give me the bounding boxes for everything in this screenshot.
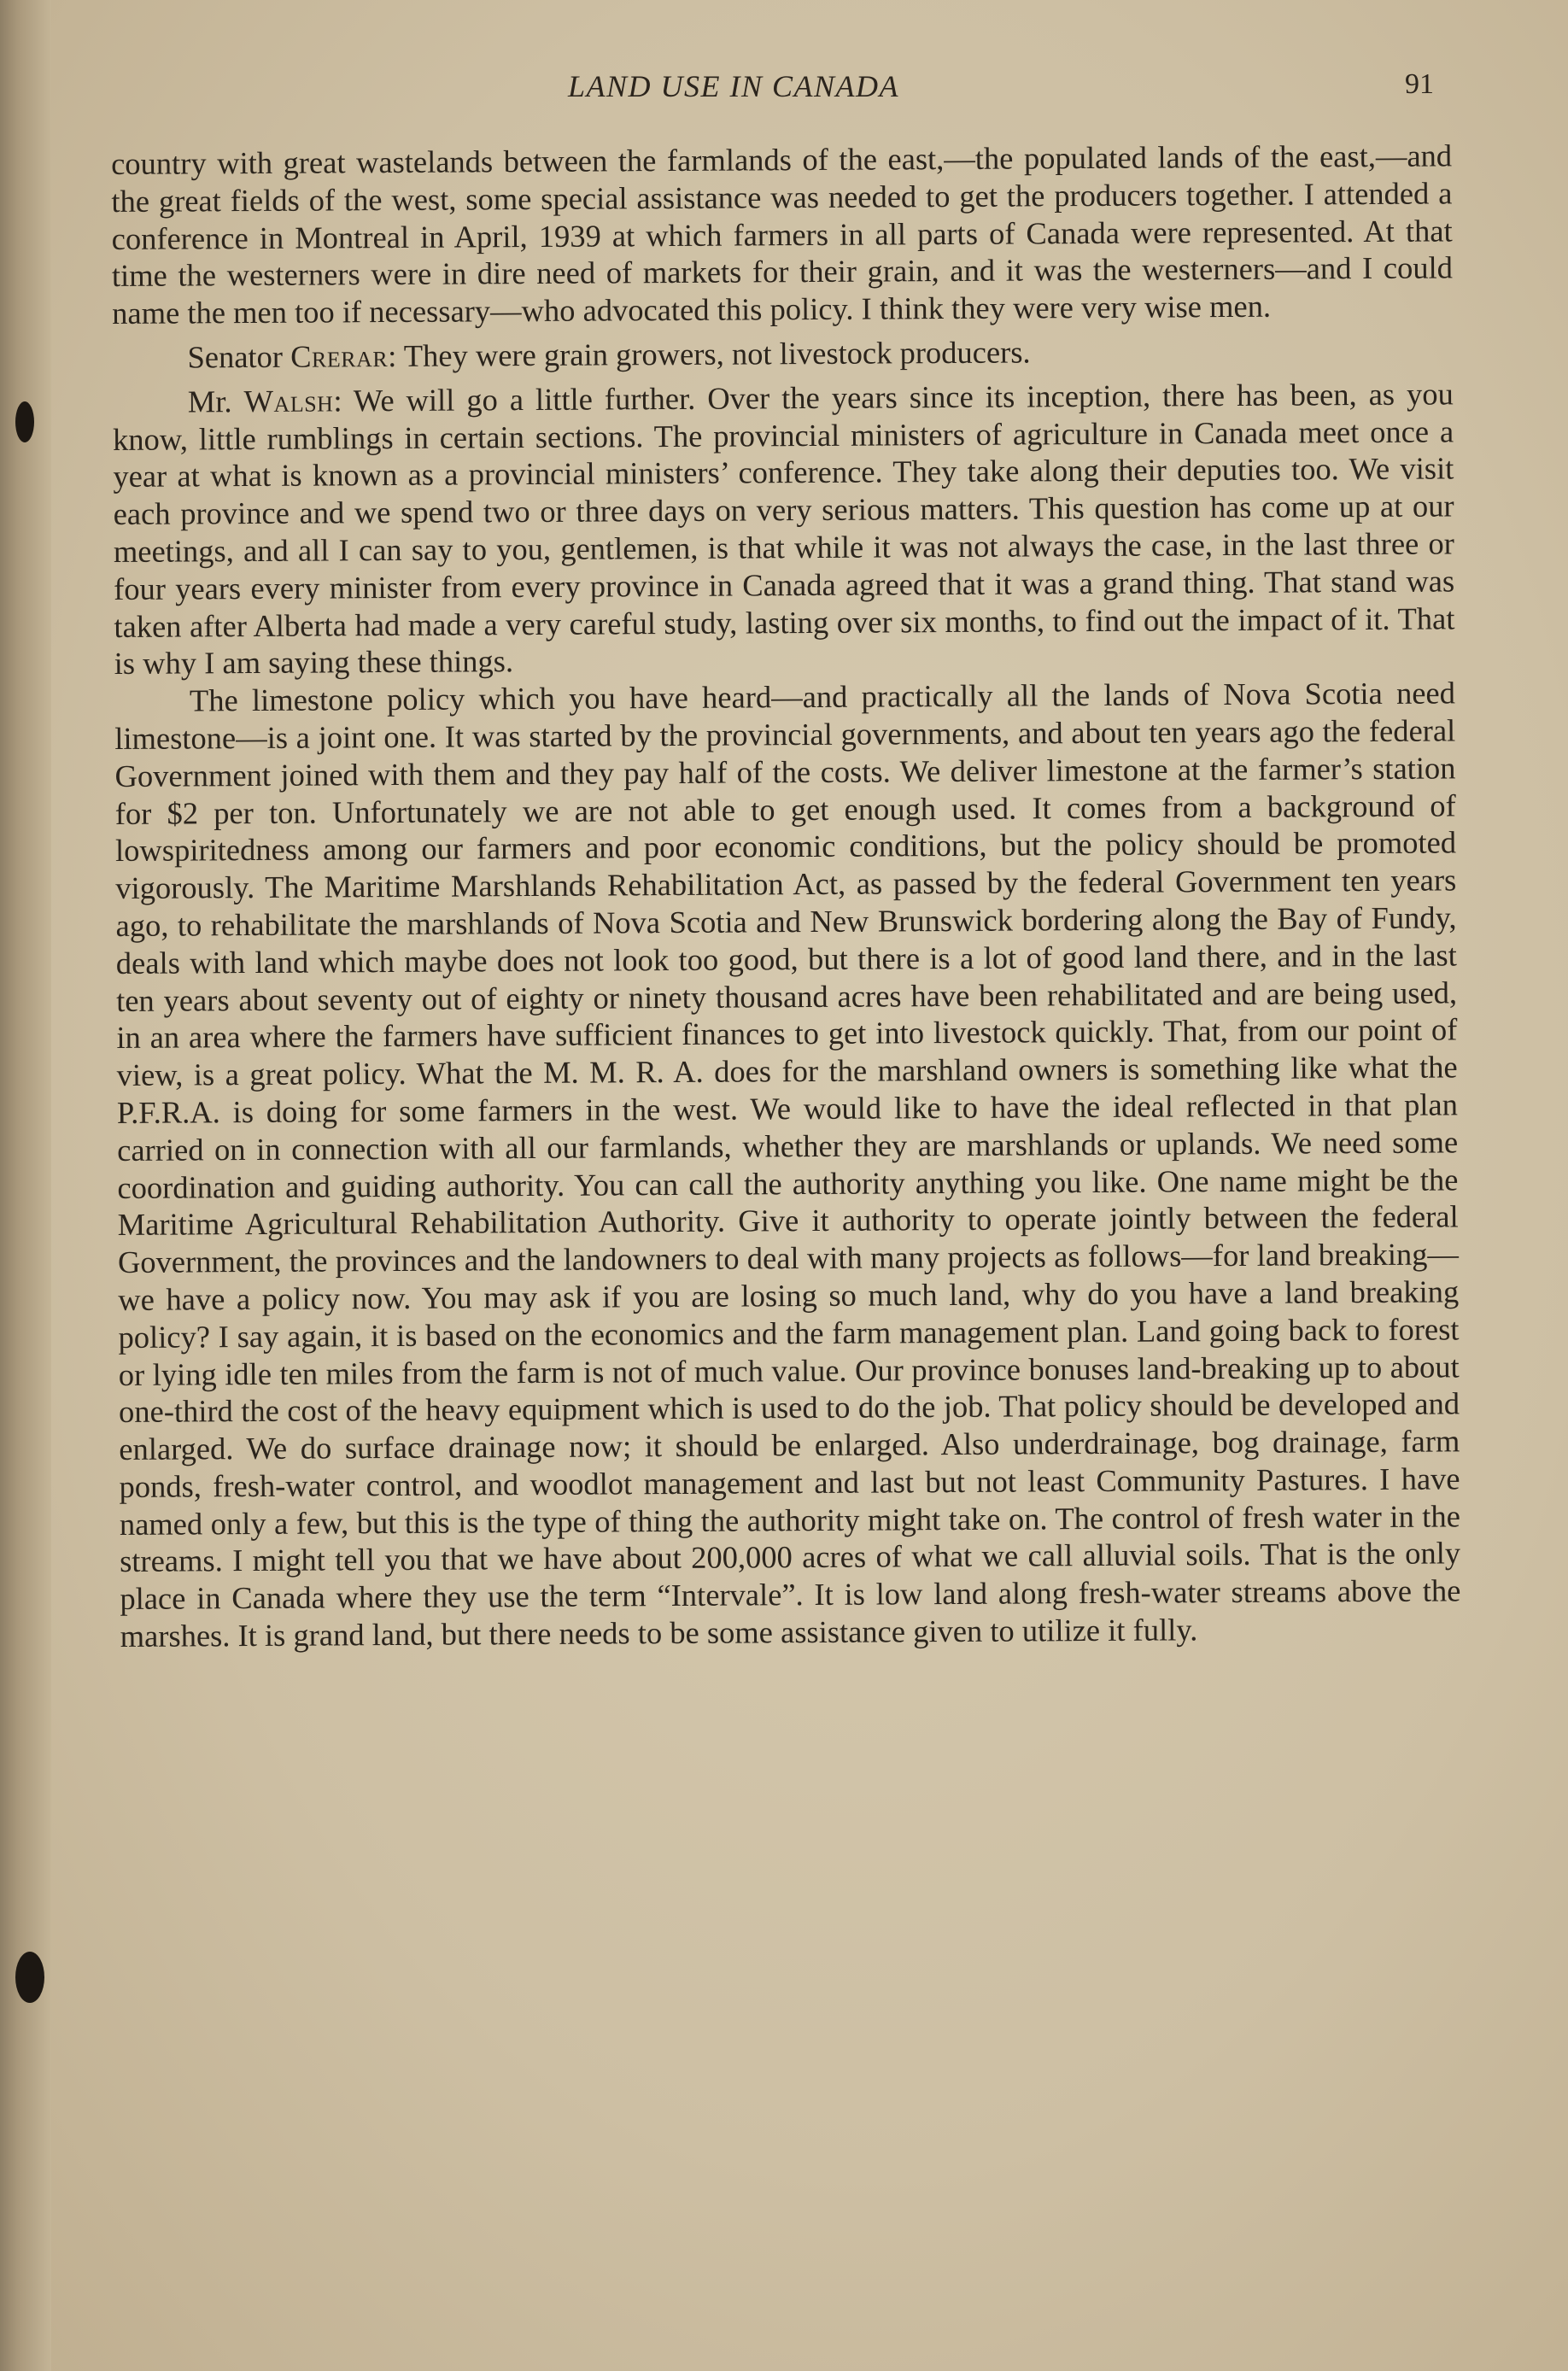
paragraph-mr-walsh bbox=[113, 375, 1455, 682]
page-number: 91 bbox=[1405, 68, 1434, 100]
running-head-title: LAND USE IN CANADA bbox=[568, 69, 900, 103]
body-text bbox=[111, 137, 1461, 1654]
page-binding-edge bbox=[0, 0, 51, 2371]
paragraph-text: : We will go a little further. Over the years since its inception, there has been, as you know, little rumblings in certain sections. The provincial ministers of agriculture in Canada meet once a year at what is known as a provincial ministers’ conference. They take along their deputies too. We visit each province and we spend two or three days on very serious matters. This question has come up at our meetings, and all I can say to you, gentlemen, is that while it was not always the case, in the last three or four years every minister from every province in Canada agreed that it was a grand thing. That stand was taken after Alberta had made a very careful study, lasting over six months, to find out the impact of it. That is why I am saying these things. bbox=[112, 376, 1455, 682]
paragraph-text: country with great wastelands between the farmlands of the east,—the populated lands of the east,—and the great fields of the west, some special assistance was needed to get the producers together. I attended a conference in Montreal in April, 1939 at which farmers in all parts of Canada were represented. At that time the westerners were in dire need of markets for their grain, and it was the westerners—and I could name the men too if necessary—who advocated this policy. I think they were very wise men. bbox=[111, 138, 1454, 331]
speaker-name: Crerar bbox=[290, 338, 389, 374]
speaker-name: Walsh bbox=[243, 383, 334, 419]
binding-hole-lower bbox=[15, 1952, 44, 2003]
running-head bbox=[0, 68, 1568, 111]
paragraph-limestone-policy bbox=[114, 675, 1461, 1655]
binding-hole-upper bbox=[15, 401, 34, 442]
speaker-prefix: Mr. bbox=[187, 383, 244, 419]
paragraph-senator-crerar bbox=[112, 331, 1453, 376]
paragraph-text: The limestone policy which you have heard—and practically all the lands of Nova Scotia need limestone—is a joint one. It was started by the provincial governments, and about ten years ago the federal Government joined with them and they pay half of the costs. We deliver limestone at the farmer’s station for $2 per ton. Unfortunately we are not able to get enough used. It comes from a background of lowspiritedness among our farmers and poor economic conditions, but the policy should be promoted vigorously. The Maritime Marshlands Rehabilitation Act, as passed by the federal Government ten years ago, to rehabilitate the marshlands of Nova Scotia and New Brunswick bordering along the Bay of Fundy, deals with land which maybe does not look too good, but there is a lot of good land there, and in the last ten years about seventy out of eighty or ninety thousand acres have been rehabilitated and are being used, in an area where the farmers have sufficient finances to get into livestock quickly. That, from our point of view, is a great policy. What the M. M. R. A. does for the marshland owners is something like what the P.F.R.A. is doing for some farmers in the west. We would like to have the ideal reflected in that plan carried on in connection with all our farmlands, whether they are marshlands or uplands. We need some coordination and guiding authority. You can call the authority anything you like. One name might be the Maritime Agricultural Rehabilitation Authority. Give it authority to operate jointly between the federal Government, the provinces and the landowners to deal with many projects as follows—for land breaking—we have a policy now. You may ask if you are losing so much land, why do you have a land breaking policy? I say again, it is based on the economics and the farm management plan. Land going back to forest or lying idle ten miles from the farm is not of much value. Our province bonuses land-breaking up to about one-third the cost of the heavy equipment which is used to do the job. That policy should be developed and enlarged. We do surface drainage now; it should be enlarged. Also underdrainage, bog drainage, farm ponds, fresh-water control, and woodlot management and last but not least Community Pastures. I have named only a few, but this is the type of thing the authority might take on. The control of fresh water in the streams. I might tell you that we have about 200,000 acres of what we call alluvial soils. That is the only place in Canada where they use the term “Intervale”. It is low land along fresh-water streams above the marshes. It is grand land, but there needs to be some assistance given to utilize it fully. bbox=[114, 675, 1461, 1654]
paragraph-continuation bbox=[111, 137, 1453, 332]
paragraph-text: : They were grain growers, not livestock producers. bbox=[388, 334, 1031, 374]
speaker-prefix: Senator bbox=[187, 338, 291, 375]
